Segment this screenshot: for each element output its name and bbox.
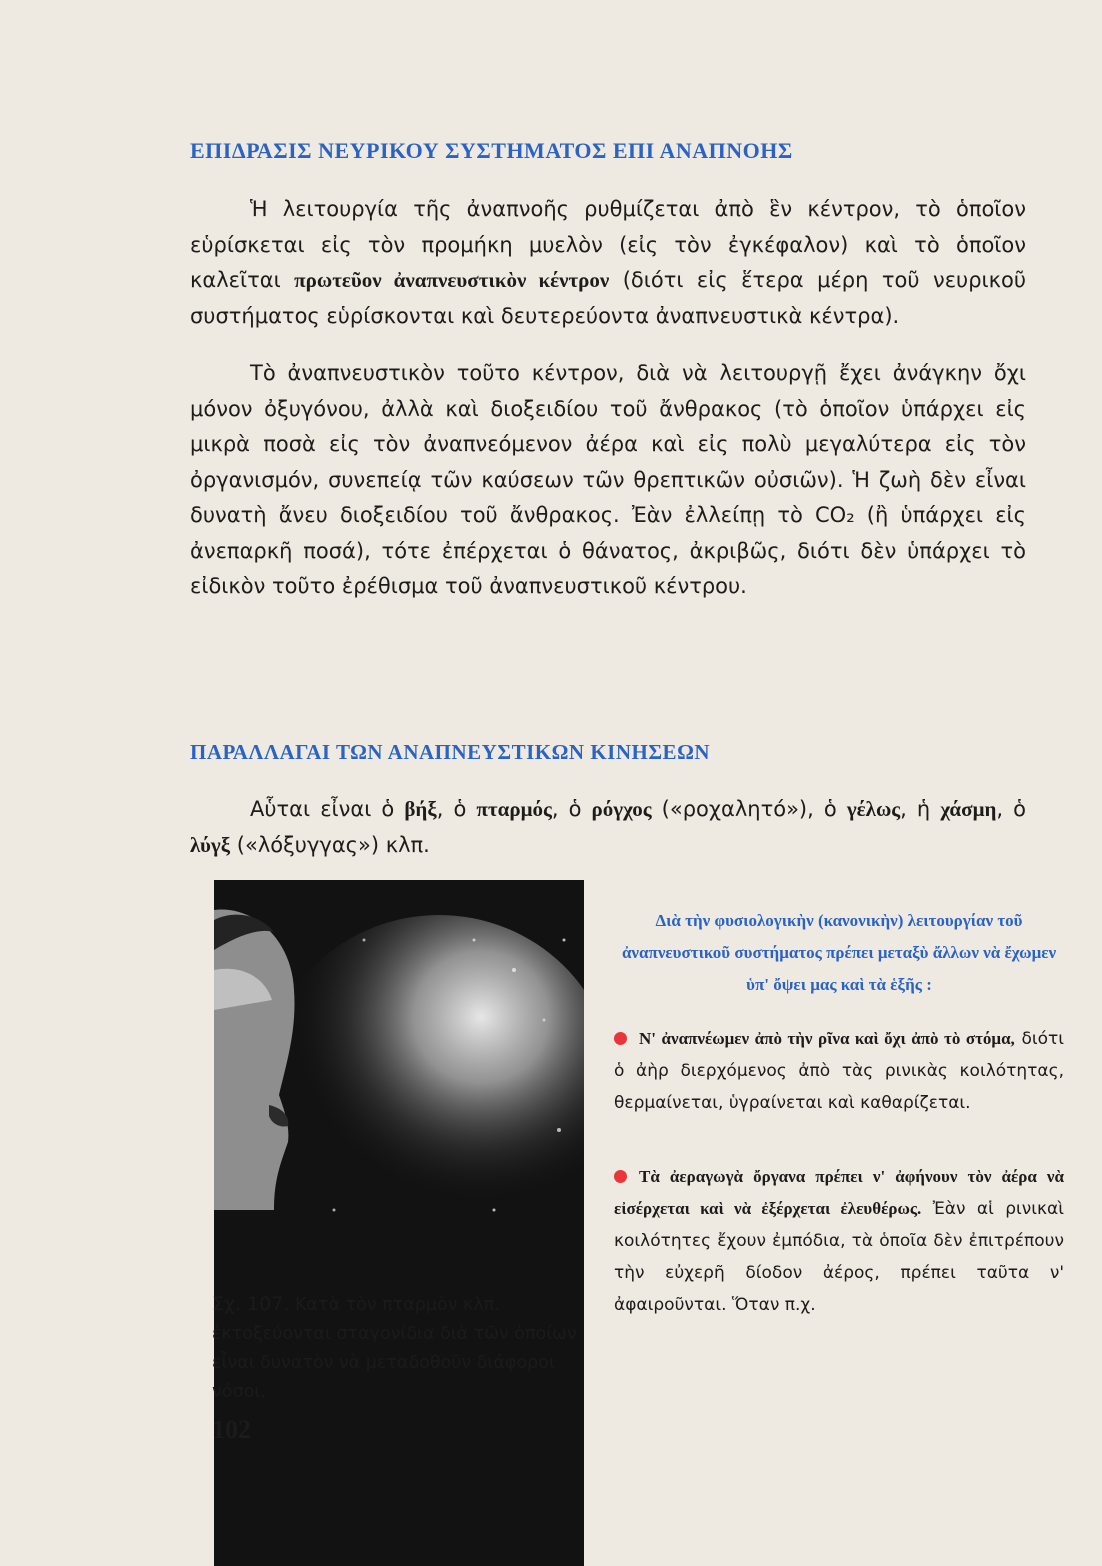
variations-text-7: («λόξυγγας») κλπ. [230,832,430,857]
figure-caption [212,1290,588,1407]
term-primary-respiratory-center: πρωτεῦον ἀναπνευστικὸν κέντρον [294,268,610,292]
paragraph-1-text-b: (διότι εἰς ἕτερα μέρη τοῦ νευρικοῦ συστήματος εὑρίσκονται καὶ δευτερεύοντα ἀναπνευστικὰ κέντρα). [190,268,1027,328]
sidebar-item-nose-breathing [614,1023,1064,1119]
paragraph-2: Τὸ ἀναπνευστικὸν τοῦτο κέντρον, διὰ νὰ λειτουργῇ ἔχει ἀνάγκην ὄχι μόνον ὀξυγόνου, ἀλλὰ καὶ διοξειδίου τοῦ ἄνθρακος (τὸ ὁποῖον ὑπάρχει εἰς μικρὰ ποσὰ εἰς τὸν ἀναπνεόμενον ἀέρα καὶ εἰς πολὺ μεγαλύτερα εἰς τὸν ὀργανισμόν, συνεπείᾳ τῶν καύσεων τῶν θρεπτικῶν οὐσιῶν). Ἡ ζωὴ δὲν εἶναι δυνατὴ ἄνευ διοξειδίου τοῦ ἄνθρακος. Ἐὰν ἐλλείπῃ τὸ CO₂ (ἢ ὑπάρχει εἰς ἀνεπαρκῆ ποσά), τότε ἐπέρχεται ὁ θάνατος, ἀκριβῶς, διότι δὲν ὑπάρχει τὸ εἰδικὸν τοῦτο ἐρέθισμα τοῦ ἀναπνευστικοῦ κέντρου. [190,361,1026,598]
sidebar-item-2-text: Ἐὰν αἱ ρινικαὶ κοιλότητες ἔχουν ἐμπόδια, τὰ ὁποῖα δὲν ἐπιτρέπουν τὴν εὐχερῆ δίοδον ἀέρος, πρέπει ταῦτα ν' ἀφαιροῦνται. Ὅταν π.χ. [614,1199,1064,1315]
figure-label: Σχ. 107. [212,1293,290,1315]
variations-text-3: , ὁ [551,797,592,821]
sidebar-intro: Διὰ τὴν φυσιολογικὴν (κανονικὴν) λειτουργίαν τοῦ ἀναπνευστικοῦ συστήματος πρέπει μεταξὺ ἄλλων νὰ ἔχωμεν ὑπ' ὄψει μας καὶ τὰ ἑξῆς : [621,911,1057,994]
variations-text-6: , ὁ [996,797,1027,821]
red-bullet-icon [614,1170,627,1183]
variations-text-2: , ὁ [436,797,477,821]
section-heading-variations: ΠΑΡΑΛΛΑΓΑΙ ΤΩΝ ΑΝΑΠΝΕΥΣΤΙΚΩΝ ΚΙΝΗΣΕΩΝ [190,740,711,764]
figure-caption-text: Κατὰ τὸν πταρμὸν κλπ. ἐκτοξεύονται σταγονίδια διὰ τῶν ὁποίων εἶναι δυνατὸν νὰ μεταδοθοῦν διάφοροι νόσοι. [212,1295,577,1402]
sidebar-hygiene-tips [614,905,1064,1321]
variations-text-5: , ἡ [900,797,941,821]
term-cough: βήξ [404,797,437,821]
page-number: 102 [212,1415,251,1444]
sidebar-item-2-bold: Τὰ ἀεραγωγὰ ὄργανα πρέπει ν' ἀφήνουν τὸν ἀέρα νὰ εἰσέρχεται καὶ νὰ ἐξέρχεται ἐλευθέρως. [614,1167,1064,1218]
paragraph-1-text-a: Ἡ λειτουργία τῆς ἀναπνοῆς ρυθμίζεται ἀπὸ ἓν κέντρον, τὸ ὁποῖον εὑρίσκεται εἰς τὸν προμήκη μυελὸν (εἰς τὸν ἐγκέφαλον) καὶ τὸ ὁποῖον καλεῖται [190,197,1026,292]
sidebar-item-airways [614,1161,1064,1321]
term-hiccup: λύγξ [190,832,231,857]
term-sneeze: πταρμός [476,797,552,821]
sidebar-item-1-bold: Ν' ἀναπνέωμεν ἀπὸ τὴν ρῖνα καὶ ὄχι ἀπὸ τὸ στόμα, [639,1029,1015,1048]
variations-paragraph [190,792,1026,863]
term-laugh: γέλως [846,797,901,821]
sneeze-photo-illustration [214,880,584,1566]
paragraph-1 [190,192,1026,334]
section-heading-nervous-system: ΕΠΙΔΡΑΣΙΣ ΝΕΥΡΙΚΟΥ ΣΥΣΤΗΜΑΤΟΣ ΕΠΙ ΑΝΑΠΝΟΗΣ [190,138,793,163]
term-snore: ρόγχος [591,797,652,821]
section-body-variations [190,792,1026,863]
sneeze-photo [214,880,584,1566]
variations-text-1: Αὗται εἶναι ὁ [250,797,405,821]
section-body-nervous-system [190,192,1026,605]
variations-text-4: («ροχαλητό»), ὁ [651,797,847,821]
sidebar-item-1-text: διότι ὁ ἀὴρ διερχόμενος ἀπὸ τὰς ρινικὰς κοιλότητας, θερμαίνεται, ὑγραίνεται καὶ καθαρίζεται. [614,1029,1064,1113]
term-yawn: χάσμη [940,797,997,821]
red-bullet-icon [614,1032,627,1045]
